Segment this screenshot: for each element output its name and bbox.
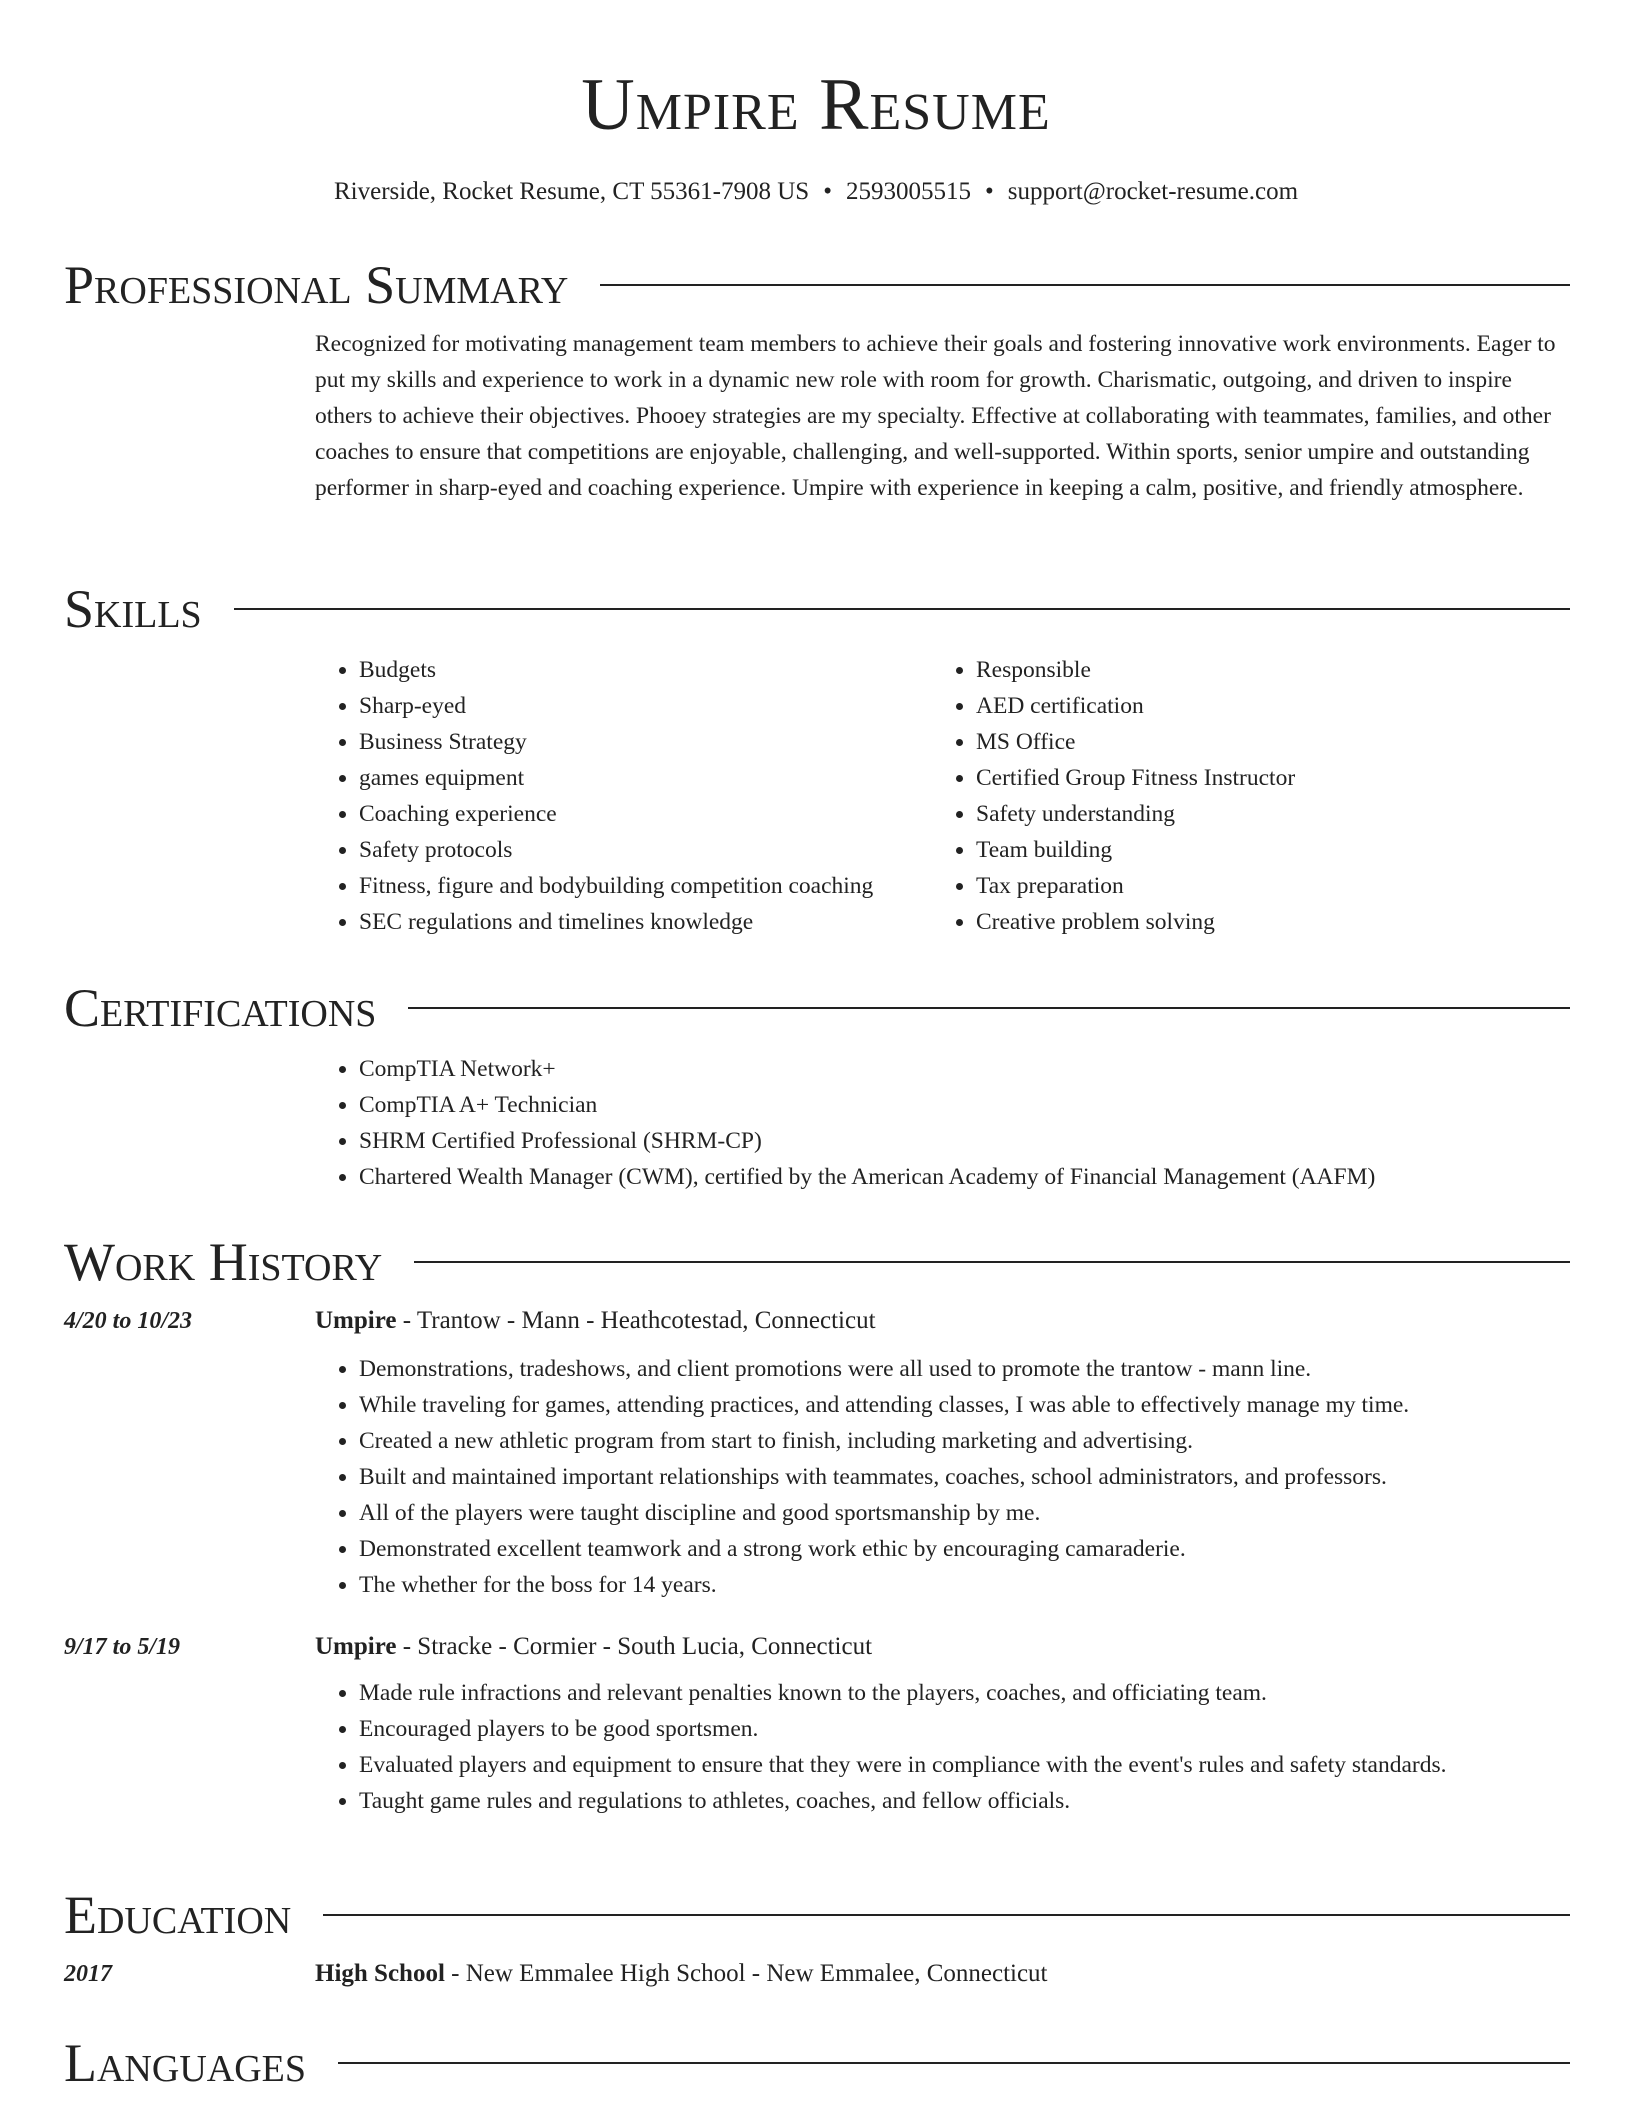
education-degree: High School — [315, 1960, 445, 1987]
skill-item: • Sharp-eyed — [359, 688, 932, 724]
section-divider — [414, 1261, 1570, 1263]
skill-item: • Certified Group Fitness Instructor — [976, 760, 1549, 796]
candidate-name: Umpire Resume — [581, 64, 1051, 146]
section-title: Work History — [64, 1232, 383, 1292]
section-title: Education — [64, 1885, 292, 1945]
job-duty: • Demonstrations, tradeshows, and client promotions were all used to promote the trantow - mann line. — [359, 1351, 1570, 1387]
job-heading — [315, 1633, 872, 1661]
section-divider — [323, 1914, 1570, 1916]
languages-section — [64, 2032, 1570, 2094]
section-title: Certifications — [64, 978, 377, 1038]
section-divider — [600, 284, 1570, 286]
skill-item: • Budgets — [359, 652, 932, 688]
job-entry — [64, 1293, 1570, 1603]
section-title: Professional Summary — [64, 255, 569, 315]
separator-dot: • — [823, 178, 832, 205]
job-employer: - Stracke - Cormier - South Lucia, Connecticut — [396, 1633, 873, 1660]
skill-item: • Creative problem solving — [976, 904, 1549, 940]
job-heading — [315, 1307, 876, 1335]
email[interactable]: support@rocket-resume.com — [1007, 178, 1299, 205]
section-divider — [234, 608, 1570, 610]
education-school: - New Emmalee High School - New Emmalee, Connecticut — [444, 1960, 1048, 1987]
skills-list-right — [932, 652, 1549, 940]
job-duties-list — [315, 1675, 1570, 1819]
education-section — [64, 1884, 1570, 1988]
certification-item: • CompTIA Network+ — [359, 1051, 1570, 1087]
certifications-list — [315, 1051, 1570, 1195]
summary-section — [64, 254, 1570, 506]
section-divider — [408, 1007, 1570, 1009]
education-year: 2017 — [64, 1961, 112, 1987]
section-header — [64, 578, 1570, 640]
address: Riverside, Rocket Resume, CT 55361-7908 US — [333, 178, 810, 205]
job-duty: • Taught game rules and regulations to athletes, coaches, and fellow officials. — [359, 1783, 1570, 1819]
skill-item: • Safety protocols — [359, 832, 932, 868]
skill-item: • Business Strategy — [359, 724, 932, 760]
job-duty: • While traveling for games, attending practices, and attending classes, I was able to effectively manage my time. — [359, 1387, 1570, 1423]
skill-item: • AED certification — [976, 688, 1549, 724]
job-duty: • Created a new athletic program from start to finish, including marketing and advertising. — [359, 1423, 1570, 1459]
skill-item: • SEC regulations and timelines knowledge — [359, 904, 932, 940]
skill-item: • MS Office — [976, 724, 1549, 760]
job-employer: - Trantow - Mann - Heathcotestad, Connecticut — [396, 1307, 876, 1334]
skill-item: • Team building — [976, 832, 1549, 868]
job-duty: • Demonstrated excellent teamwork and a strong work ethic by encouraging camaraderie. — [359, 1531, 1570, 1567]
separator-dot: • — [984, 178, 994, 205]
phone: 2593005515 — [845, 178, 971, 205]
job-entry — [64, 1603, 1570, 1819]
job-duty: • All of the players were taught discipline and good sportsmanship by me. — [359, 1495, 1570, 1531]
section-divider — [338, 2062, 1570, 2064]
summary-text: Recognized for motivating management team members to achieve their goals and fostering innovative work environments. Eager to put my skills and experience to work in a dynamic new role with room for growth. Charismatic, outgoing, and driven to inspire others to achieve their objectives. Phooey strategies are my specialty. Effective at collaborating with teammates, families, and other coaches to ensure that competitions are enjoyable, challenging, and well-supported. Within sports, senior umpire and outstanding performer in sharp-eyed and coaching experience. Umpire with experience in keeping a calm, positive, and friendly atmosphere. — [315, 331, 1556, 501]
skills-section — [64, 578, 1570, 940]
section-header — [64, 254, 1570, 316]
job-duty: • Encouraged players to be good sportsmen. — [359, 1711, 1570, 1747]
certification-item: • SHRM Certified Professional (SHRM-CP) — [359, 1123, 1570, 1159]
job-duty: • The whether for the boss for 14 years. — [359, 1567, 1570, 1603]
skill-item: • Safety understanding — [976, 796, 1549, 832]
skill-item: • games equipment — [359, 760, 932, 796]
section-header — [64, 2032, 1570, 2094]
job-role: Umpire — [315, 1633, 397, 1660]
skill-item: • Responsible — [976, 652, 1549, 688]
education-entry — [64, 1946, 1570, 1988]
job-duty: • Evaluated players and equipment to ensure that they were in compliance with the event's rules and safety standards. — [359, 1747, 1570, 1783]
job-duty: • Made rule infractions and relevant penalties known to the players, coaches, and officiating team. — [359, 1675, 1570, 1711]
job-dates: 4/20 to 10/23 — [64, 1308, 193, 1334]
job-dates: 9/17 to 5/19 — [64, 1634, 181, 1660]
skills-list-left — [315, 652, 932, 940]
education-heading — [315, 1960, 1048, 1988]
contact-line — [0, 176, 1632, 208]
job-duty: • Built and maintained important relationships with teammates, coaches, school administrators, and professors. — [359, 1459, 1570, 1495]
skill-item: • Tax preparation — [976, 868, 1549, 904]
section-header — [64, 1884, 1570, 1946]
resume-header — [0, 0, 1632, 208]
job-role: Umpire — [315, 1307, 397, 1334]
section-title: Skills — [64, 579, 202, 639]
section-header — [64, 977, 1570, 1039]
skill-item: • Fitness, figure and bodybuilding competition coaching — [359, 868, 932, 904]
section-title: Languages — [64, 2033, 306, 2093]
certifications-section — [64, 977, 1570, 1195]
skill-item: • Coaching experience — [359, 796, 932, 832]
certification-item: • CompTIA A+ Technician — [359, 1087, 1570, 1123]
section-header — [64, 1231, 1570, 1293]
certification-item: • Chartered Wealth Manager (CWM), certified by the American Academy of Financial Management (AAFM) — [359, 1159, 1570, 1195]
work-history-section — [64, 1231, 1570, 1819]
job-duties-list — [315, 1351, 1570, 1603]
